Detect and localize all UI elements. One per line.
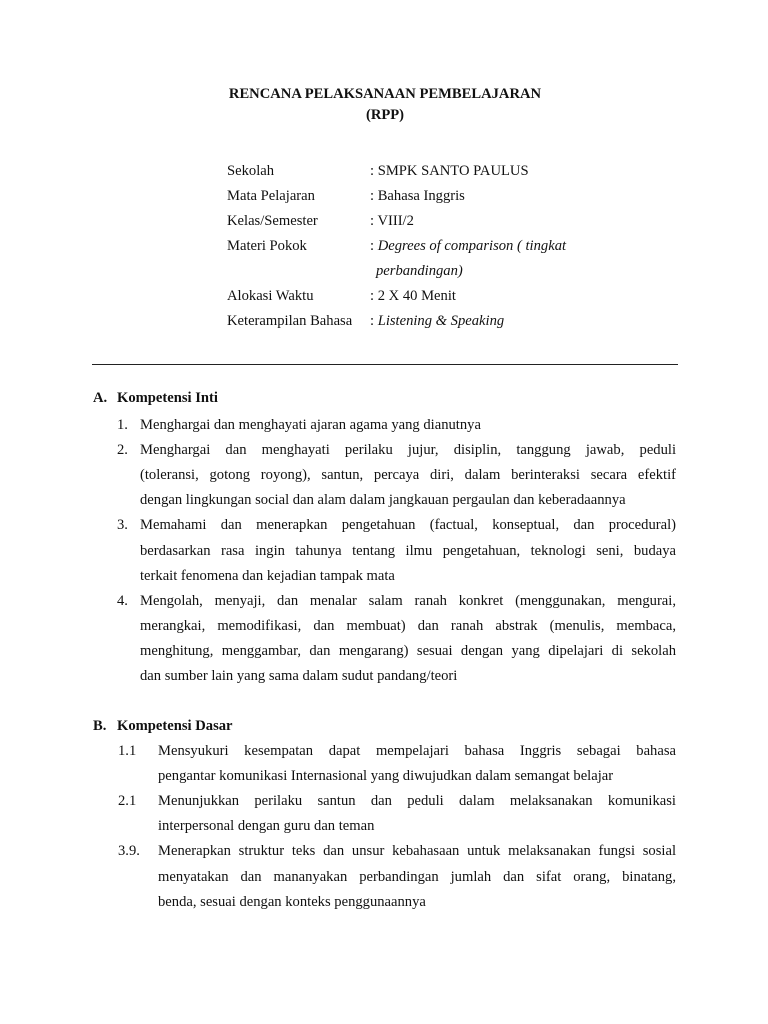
list-item-line: interpersonal dengan guru dan teman (158, 818, 375, 835)
list-item-number: 2.1 (118, 793, 137, 810)
document-subtitle: (RPP) (365, 107, 405, 123)
list-item-line: terkait fenomena dan kejadian tampak mata (140, 567, 395, 584)
info-value-text: Degrees of comparison ( tingkat (377, 238, 567, 254)
list-item-number: 3.9. (118, 843, 140, 860)
info-value-text: Listening & Speaking (377, 313, 505, 329)
list-item-number: 1. (117, 417, 128, 433)
info-colon: : (370, 313, 378, 329)
divider (92, 364, 678, 365)
list-item-line: pengantar komunikasi Internasional yang diwujudkan dalam semangat belajar (158, 768, 614, 785)
list-item-line: merangkai, memodifikasi, dan membuat) dan ranah abstrak (menulis, membaca, (140, 617, 676, 634)
info-value: : VIII/2 (370, 213, 414, 229)
document-title: RENCANA PELAKSANAAN PEMBELAJARAN (228, 86, 542, 102)
list-item-line: Menerapkan struktur teks dan unsur kebahasaan untuk melaksanakan fungsi sosial (158, 843, 676, 860)
list-item-line: menghitung, menggambar, dan mengarang) sesuai dengan yang dipelajari di sekolah (140, 642, 676, 659)
list-item-line: berdasarkan rasa ingin tahunya tentang ilmu pengetahuan, teknologi seni, budaya (140, 542, 676, 559)
list-item-line: (toleransi, gotong royong), santun, percaya diri, dalam berinteraksi secara efektif (140, 467, 676, 484)
info-value (370, 309, 504, 334)
info-label: Sekolah (227, 163, 275, 179)
info-colon: : (370, 238, 378, 254)
section-title: Kompetensi Dasar (117, 718, 233, 734)
list-item-line: Mensyukuri kesempatan dapat mempelajari bahasa Inggris sebagai bahasa (158, 743, 676, 759)
info-value (370, 234, 566, 259)
section-letter: B. (93, 718, 107, 734)
info-label: Keterampilan Bahasa (227, 313, 353, 329)
list-item-line: Mengolah, menyaji, dan menalar salam ranah konkret (menggunakan, mengurai, (140, 592, 676, 609)
list-item-line: dengan lingkungan social dan alam dalam jangkauan pergaulan dan keberadaannya (140, 492, 626, 509)
info-label: Mata Pelajaran (227, 188, 315, 204)
list-item-line: Menghargai dan menghayati perilaku jujur, disiplin, tanggung jawab, peduli (140, 442, 676, 459)
list-item-line: Menghargai dan menghayati ajaran agama yang dianutnya (140, 417, 481, 433)
list-item-line: dan sumber lain yang sama dalam sudut pandang/teori (140, 668, 458, 684)
section-letter: A. (93, 390, 108, 406)
list-item-line: Memahami dan menerapkan pengetahuan (factual, konseptual, dan procedural) (140, 517, 676, 534)
list-item-number: 2. (117, 442, 128, 459)
info-value: : Bahasa Inggris (370, 188, 465, 204)
info-label: Kelas/Semester (227, 213, 318, 229)
info-value: : 2 X 40 Menit (370, 288, 456, 304)
list-item-number: 3. (117, 517, 128, 534)
section-title: Kompetensi Inti (117, 390, 218, 406)
list-item-line: Menunjukkan perilaku santun dan peduli dalam melaksanakan komunikasi (158, 793, 676, 810)
list-item-number: 4. (117, 592, 128, 609)
info-label: Alokasi Waktu (227, 288, 314, 304)
info-value-cont: perbandingan) (376, 263, 463, 279)
info-value: : SMPK SANTO PAULUS (370, 163, 529, 179)
list-item-number: 1.1 (118, 743, 137, 759)
info-label: Materi Pokok (227, 238, 307, 254)
list-item-line: menyatakan dan mananyakan perbandingan jumlah dan sifat orang, binatang, (158, 868, 676, 885)
list-item-line: benda, sesuai dengan konteks penggunaannya (158, 893, 426, 910)
